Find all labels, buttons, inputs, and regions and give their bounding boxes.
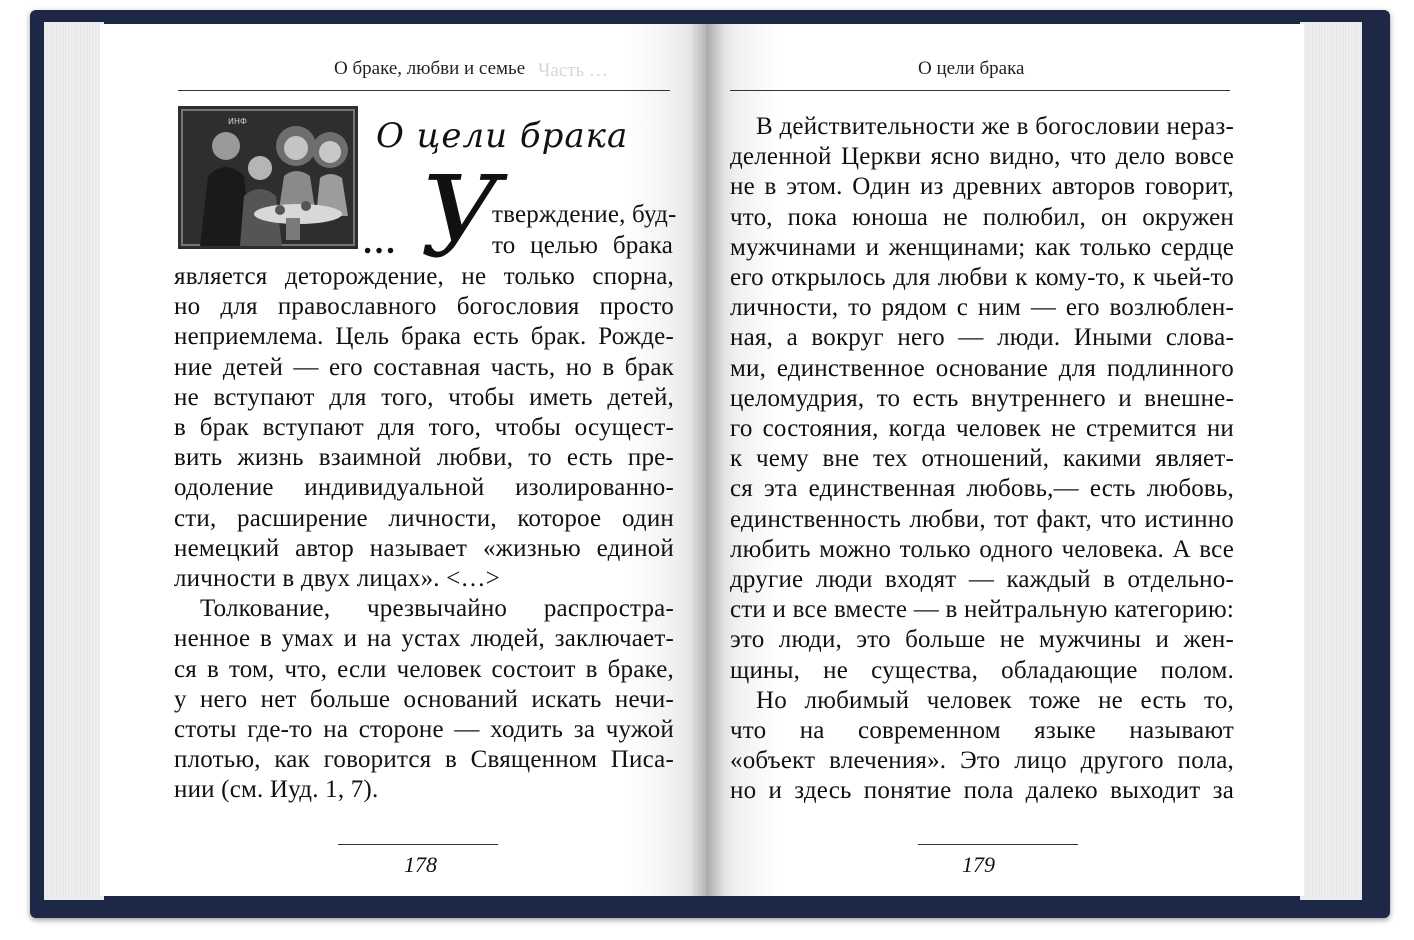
text-line: мужчинами и женщинами; как только сердце [730,233,1234,261]
text-line: то целью брака [492,232,673,260]
left-page [100,24,708,896]
text-line: к чему вне тех отношений, какими являет- [730,445,1234,473]
text-line: ние детей — его составная часть, но в брак [174,353,674,381]
right-page [706,24,1304,896]
icon-illustration [178,106,358,249]
drop-cap: У [420,153,501,283]
page-edges-left [44,22,104,900]
text-line: щины, не существа, обладающие полом. [730,656,1234,684]
text-line: немецкий автор называет «жизнью единой [174,534,674,562]
ellipsis: … [362,224,398,261]
chapter-title: О цели брака [376,116,629,156]
text-line: тверждение, буд- [492,201,677,228]
text-line: плотью, как говорится в Священном Писа- [174,746,674,774]
text-line: не в этом. Один из древних авторов говорит, [730,173,1234,201]
text-line: ся эта единственная любовь,— есть любовь, [730,475,1234,503]
text-line: Толкование, чрезвычайно распростра- [200,595,674,623]
text-line: является деторождение, не только спорна, [174,263,674,290]
text-line: го состояния, когда человек не стремится ни [730,415,1234,443]
text-line: Но любимый человек тоже не есть то, [756,686,1234,714]
text-line: ная, а вокруг него — люди. Иными слова- [730,324,1234,352]
text-line: ся в том, что, если человек состоит в браке, [174,655,674,683]
text-line: не вступают для того, чтобы иметь детей, [174,383,674,411]
text-line: ненное в умах и на устах людей, заключает- [174,625,674,653]
page-number: 178 [404,852,437,877]
text-line: единственность любви, тот факт, что истинно [730,505,1234,533]
header-rule [730,90,1230,91]
text-line: личности в двух лицах». <…> [174,565,500,593]
page-number: 179 [962,852,995,877]
text-line: нии (см. Иуд. 1, 7). [174,776,379,804]
paragraph-1 [174,262,674,806]
text-line: но и здесь понятие пола далеко выходит за [730,777,1234,805]
text-line: стоты где-то на стороне — ходить за чужой [174,716,674,744]
text-line: ми, единственное основание для подлинного [730,354,1234,382]
text-line: одоление индивидуальной изолированно- [174,474,674,502]
text-line: личности, то рядом с ним — его возлюблен- [730,294,1234,322]
text-line: В действительности же в богословии нераз- [756,113,1234,140]
text-line: что, пока юноша не полюбил, он окружен [730,203,1234,231]
text-line: вить жизнь взаимной любви, то есть пре- [174,444,674,472]
text-line: но для православного богословия просто [174,293,674,321]
text-line: это люди, это больше не мужчины и жен- [730,626,1234,654]
text-line: любить можно только одного человека. А все [730,535,1234,563]
text-line: другие люди входят — каждый в отдельно- [730,566,1234,594]
text-line: его открылось для любви к кому-то, к чьей-то [730,264,1234,292]
text-line: в брак вступают для того, чтобы осущест- [174,414,674,442]
text-line: у него нет больше оснований искать нечи- [174,685,674,713]
svg-text:ИНФ: ИНФ [228,117,247,126]
show-through-head: Часть … [538,60,608,81]
text-line: деленной Церкви ясно видно, что дело вовсе [730,143,1234,171]
footer-rule [338,844,498,845]
header-rule [178,90,670,91]
text-line: «объект влечения». Это лицо другого пола, [730,747,1234,775]
running-head: О цели брака [918,58,1025,79]
running-head: О браке, любви и семье [334,58,526,79]
text-line: сти, расширение личности, которое один [174,504,674,532]
paragraph-1 [730,112,1234,807]
text-line: что на современном языке называют [730,717,1234,745]
text-line: сти и все вместе — в нейтральную категорию: [730,596,1234,624]
spine-shadow [690,24,724,896]
page-edges-right [1300,22,1362,900]
footer-rule [918,844,1078,845]
text-line: неприемлема. Цель брака есть брак. Рожде- [174,323,674,351]
first-lines [492,200,677,261]
text-line: целомудрия, то есть внутреннего и внешне- [730,384,1234,412]
